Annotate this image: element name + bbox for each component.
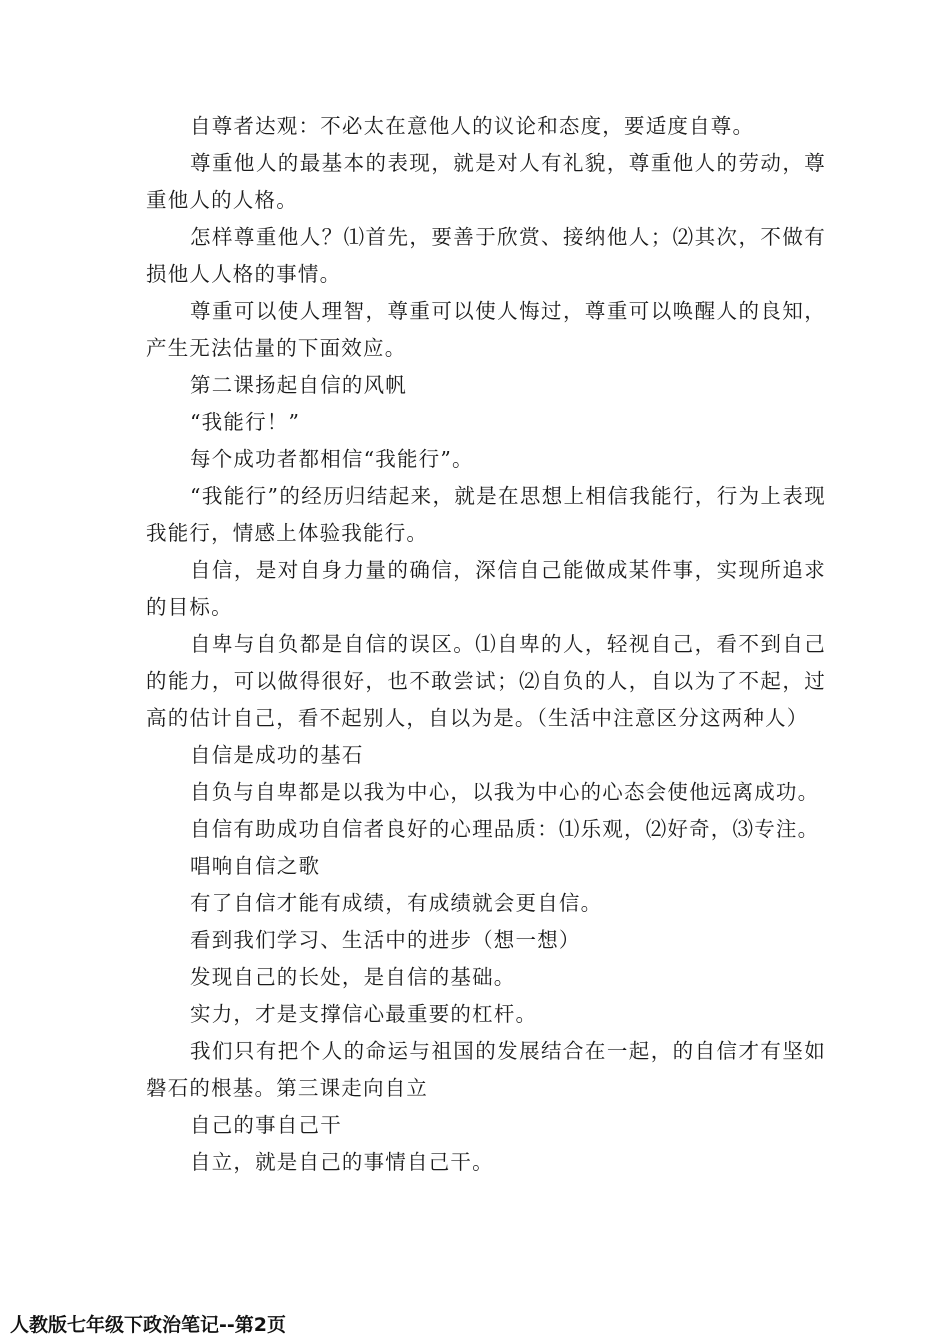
paragraph: 我们只有把个人的命运与祖国的发展结合在一起，的自信才有坚如磐石的根基。第三课走向自立 bbox=[146, 1039, 826, 1100]
paragraph: 自卑与自负都是自信的误区。⑴自卑的人，轻视自己，看不到自己的能力，可以做得很好，也不敢尝试；⑵自负的人，自以为了不起，过高的估计自己，看不起别人，自以为是。（生活中注意区分这两种人） bbox=[146, 632, 826, 730]
paragraph: 自负与自卑都是以我为中心，以我为中心的心态会使他远离成功。 bbox=[190, 780, 820, 804]
subheading: 自己的事自己干 bbox=[190, 1113, 342, 1137]
document-body bbox=[146, 108, 826, 1181]
paragraph: 怎样尊重他人？⑴首先，要善于欣赏、接纳他人；⑵其次，不做有损他人人格的事情。 bbox=[146, 225, 826, 286]
subheading: “我能行！” bbox=[190, 410, 301, 434]
paragraph: “我能行”的经历归结起来，就是在思想上相信我能行，行为上表现我能行，情感上体验我能行。 bbox=[146, 484, 826, 545]
paragraph: 自立，就是自己的事情自己干。 bbox=[190, 1150, 494, 1174]
paragraph: 自信，是对自身力量的确信，深信自己能做成某件事，实现所追求的目标。 bbox=[146, 558, 826, 619]
paragraph: 发现自己的长处，是自信的基础。 bbox=[190, 965, 516, 989]
paragraph: 实力，才是支撑信心最重要的杠杆。 bbox=[190, 1002, 538, 1026]
page-footer: 人教版七年级下政治笔记--第2页 bbox=[10, 1314, 286, 1336]
paragraph: 尊重可以使人理智，尊重可以使人悔过，尊重可以唤醒人的良知，产生无法估量的下面效应。 bbox=[146, 299, 826, 360]
paragraph: 自信有助成功自信者良好的心理品质：⑴乐观，⑵好奇，⑶专注。 bbox=[190, 817, 820, 841]
section-heading: 第二课扬起自信的风帆 bbox=[190, 373, 407, 397]
paragraph: 有了自信才能有成绩，有成绩就会更自信。 bbox=[190, 891, 603, 915]
subheading: 自信是成功的基石 bbox=[190, 743, 364, 767]
paragraph: 看到我们学习、生活中的进步（想一想） bbox=[190, 928, 581, 952]
paragraph: 自尊者达观：不必太在意他人的议论和态度，要适度自尊。 bbox=[190, 114, 755, 138]
subheading: 唱响自信之歌 bbox=[190, 854, 321, 878]
paragraph: 尊重他人的最基本的表现，就是对人有礼貌，尊重他人的劳动，尊重他人的人格。 bbox=[146, 151, 826, 212]
paragraph: 每个成功者都相信“我能行”。 bbox=[190, 447, 474, 471]
